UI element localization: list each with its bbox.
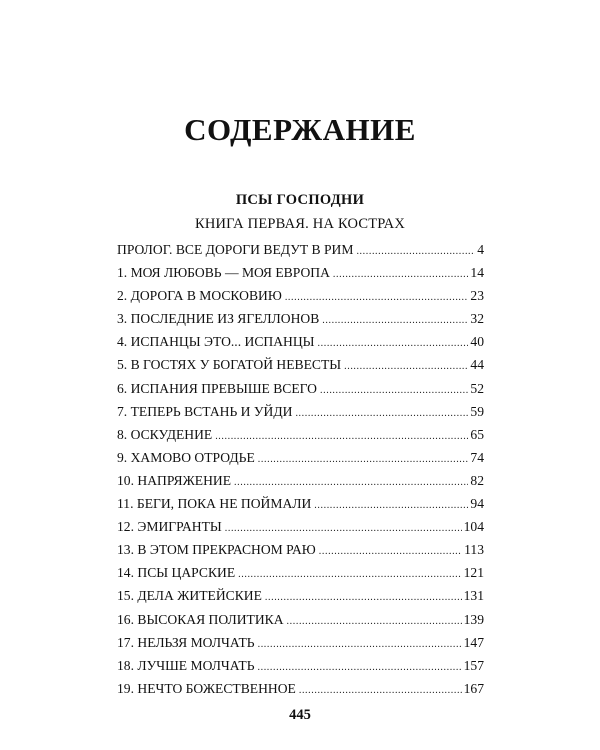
- toc-entry-page: 40: [470, 334, 484, 350]
- toc-entry: [117, 353, 484, 376]
- toc-entry-page: 121: [463, 565, 484, 581]
- toc-entry-page: 139: [463, 611, 484, 627]
- dot-leader: [225, 517, 462, 540]
- toc-entry: [117, 261, 484, 284]
- toc-entry-title: 1. МОЯ ЛЮБОВЬ — МОЯ ЕВРОПА: [117, 265, 330, 281]
- dot-leader: [322, 309, 468, 332]
- toc-entry-page: 94: [470, 496, 484, 512]
- page-number: 445: [289, 707, 311, 723]
- dot-leader: [258, 656, 462, 679]
- dot-leader: [314, 494, 468, 517]
- toc-entry-page: 59: [470, 403, 484, 419]
- toc-entry: [117, 423, 484, 446]
- toc-entry-title: 3. ПОСЛЕДНИЕ ИЗ ЯГЕЛЛОНОВ: [117, 311, 320, 327]
- toc-entry-title: 13. В ЭТОМ ПРЕКРАСНОМ РАЮ: [117, 542, 316, 558]
- toc-entry: [117, 377, 484, 400]
- toc-entry-title: 8. ОСКУДЕНИЕ: [117, 426, 213, 442]
- dot-leader: [215, 425, 468, 448]
- toc-entry-title: 10. НАПРЯЖЕНИЕ: [117, 472, 232, 488]
- toc-entry-title: 14. ПСЫ ЦАРСКИЕ: [117, 565, 236, 581]
- toc-entry-page: 167: [463, 680, 484, 696]
- toc-entry: [117, 492, 484, 515]
- toc-entry: [117, 654, 484, 677]
- toc-entry-page: 113: [464, 542, 484, 558]
- toc-entry-page: 23: [470, 288, 484, 304]
- dot-leader: [344, 355, 468, 378]
- toc-entry-page: 52: [470, 380, 484, 396]
- dot-leader: [320, 379, 468, 402]
- toc-entry-title: 7. ТЕПЕРЬ ВСТАНЬ И УЙДИ: [117, 403, 293, 419]
- dot-leader: [318, 332, 469, 355]
- dot-leader: [295, 402, 468, 425]
- dot-leader: [356, 240, 475, 263]
- dot-leader: [285, 286, 469, 309]
- toc-entry: [117, 400, 484, 423]
- toc-entry-page: 147: [463, 634, 484, 650]
- toc-entry-title: 17. НЕЛЬЗЯ МОЛЧАТЬ: [117, 634, 255, 650]
- toc-entry: [117, 515, 484, 538]
- toc-entry-page: 131: [463, 588, 484, 604]
- book-title: КНИГА ПЕРВАЯ. НА КОСТРАХ: [194, 216, 406, 232]
- toc-entry-page: 4: [477, 242, 484, 257]
- toc-entry-title: 4. ИСПАНЦЫ ЭТО... ИСПАНЦЫ: [117, 334, 315, 350]
- toc-entry: [117, 677, 484, 700]
- toc-entry: [117, 238, 484, 261]
- toc-entry-page: 65: [470, 426, 484, 442]
- toc-entry-page: 14: [470, 265, 484, 281]
- toc-entry-title: 2. ДОРОГА В МОСКОВИЮ: [117, 288, 282, 304]
- toc-entry: [117, 446, 484, 469]
- toc-entry-page: 104: [463, 519, 484, 535]
- toc-entry: [117, 584, 484, 607]
- toc-entry-title: 19. НЕЧТО БОЖЕСТВЕННОЕ: [117, 680, 296, 696]
- dot-leader: [299, 679, 462, 702]
- dot-leader: [258, 448, 469, 471]
- toc-entry-page: 74: [470, 449, 484, 465]
- toc-entry-title: 5. В ГОСТЯХ У БОГАТОЙ НЕВЕСТЫ: [117, 357, 342, 373]
- dot-leader: [258, 633, 462, 656]
- toc-entry-page: 157: [463, 657, 484, 673]
- toc-entry-title: ПРОЛОГ. ВСЕ ДОРОГИ ВЕДУТ В РИМ: [117, 242, 354, 257]
- toc-entry-title: 11. БЕГИ, ПОКА НЕ ПОЙМАЛИ: [117, 496, 312, 512]
- dot-leader: [238, 563, 461, 586]
- toc-entry-title: 9. ХАМОВО ОТРОДЬЕ: [117, 449, 255, 465]
- page-title: СОДЕРЖАНИЕ: [184, 112, 416, 147]
- toc-entry: [117, 538, 484, 561]
- toc-entry-page: 44: [470, 357, 484, 373]
- dot-leader: [234, 471, 468, 494]
- dot-leader: [333, 263, 468, 286]
- toc-entry-page: 32: [470, 311, 484, 327]
- toc-entry: [117, 284, 484, 307]
- toc-entry: [117, 307, 484, 330]
- toc-entry: [117, 608, 484, 631]
- toc-entry-title: 18. ЛУЧШЕ МОЛЧАТЬ: [117, 657, 255, 673]
- table-of-contents: [117, 238, 484, 700]
- section-title: ПСЫ ГОСПОДНИ: [235, 192, 365, 208]
- toc-entry: [117, 330, 484, 353]
- toc-entry-title: 6. ИСПАНИЯ ПРЕВЫШЕ ВСЕГО: [117, 380, 318, 396]
- toc-entry: [117, 561, 484, 584]
- dot-leader: [319, 540, 462, 563]
- toc-entry-title: 12. ЭМИГРАНТЫ: [117, 519, 222, 535]
- toc-entry: [117, 469, 484, 492]
- toc-entry-title: 15. ДЕЛА ЖИТЕЙСКИЕ: [117, 588, 262, 604]
- toc-entry: [117, 631, 484, 654]
- toc-entry-page: 82: [470, 472, 484, 488]
- dot-leader: [265, 586, 462, 609]
- toc-entry-title: 16. ВЫСОКАЯ ПОЛИТИКА: [117, 611, 284, 627]
- dot-leader: [287, 610, 462, 633]
